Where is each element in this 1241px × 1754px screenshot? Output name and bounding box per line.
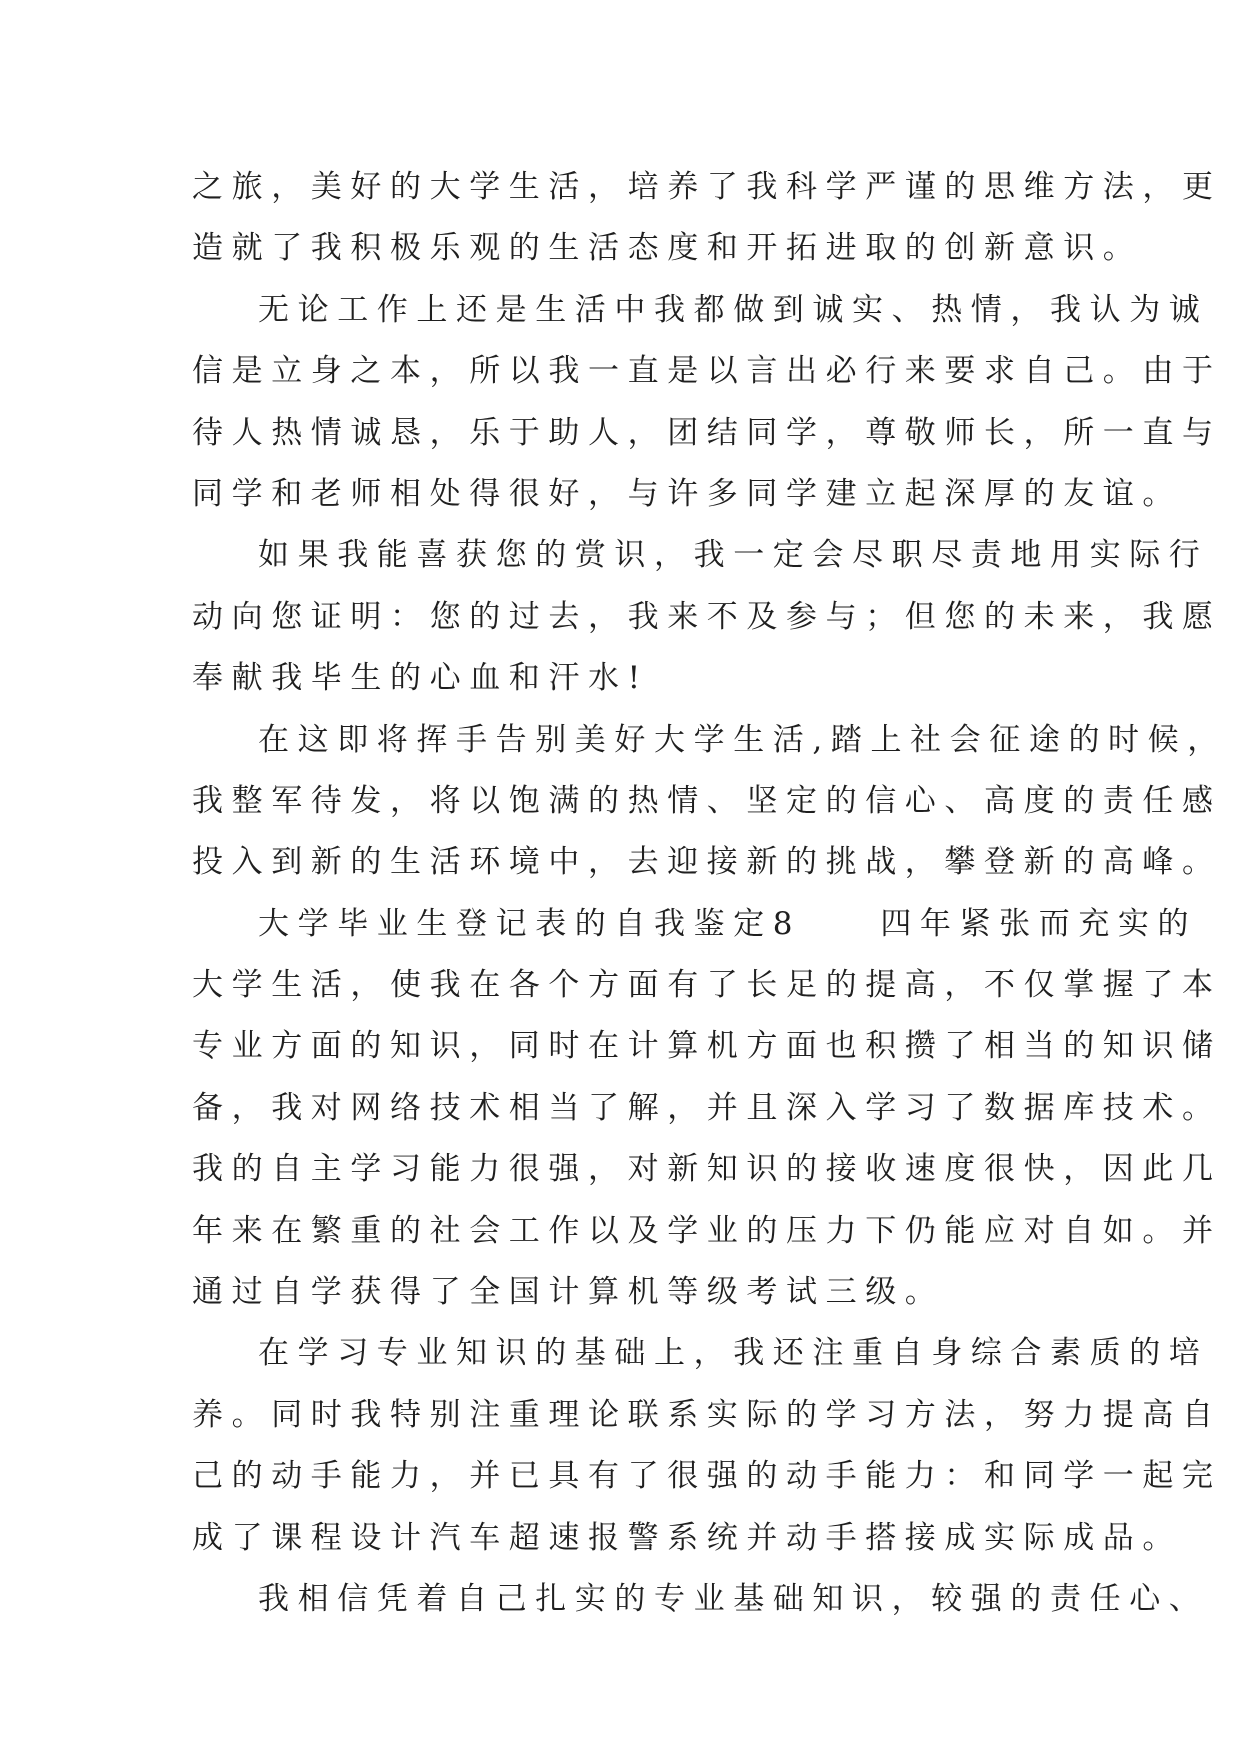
- text-line: 养。同时我特别注重理论联系实际的学习方法，努力提高自: [192, 1396, 1222, 1433]
- paragraph-start-line: 大学毕业生登记表的自我鉴定8 四年紧张而充实的: [258, 905, 1198, 942]
- paragraph-start-line: 我相信凭着自己扎实的专业基础知识，较强的责任心、: [258, 1580, 1209, 1617]
- text-line: 动向您证明：您的过去，我来不及参与；但您的未来，我愿: [192, 598, 1222, 635]
- text-line: 同学和老师相处得很好，与许多同学建立起深厚的友谊。: [192, 475, 1182, 512]
- text-line: 我整军待发，将以饱满的热情、坚定的信心、高度的责任感: [192, 782, 1222, 819]
- text-line: 我的自主学习能力很强，对新知识的接收速度很快，因此几: [192, 1151, 1222, 1188]
- text-line: 大学生活，使我在各个方面有了长足的提高，不仅掌握了本: [192, 967, 1222, 1004]
- paragraph-start-line: 在这即将挥手告别美好大学生活,踏上社会征途的时候，: [258, 721, 1227, 758]
- text-line: 专业方面的知识，同时在计算机方面也积攒了相当的知识储: [192, 1028, 1222, 1065]
- text-line: 备，我对网络技术相当了解，并且深入学习了数据库技术。: [192, 1089, 1222, 1126]
- text-line: 信是立身之本，所以我一直是以言出必行来要求自己。由于: [192, 353, 1222, 390]
- paragraph-start-line: 在学习专业知识的基础上，我还注重自身综合素质的培: [258, 1335, 1209, 1372]
- text-line: 己的动手能力，并已具有了很强的动手能力：和同学一起完: [192, 1458, 1222, 1495]
- paragraph-start-line: 如果我能喜获您的赏识，我一定会尽职尽责地用实际行: [258, 537, 1209, 574]
- text-line: 投入到新的生活环境中，去迎接新的挑战，攀登新的高峰。: [192, 844, 1222, 881]
- text-line: 之旅，美好的大学生活，培养了我科学严谨的思维方法，更: [192, 169, 1222, 205]
- text-line: 通过自学获得了全国计算机等级考试三级。: [192, 1274, 945, 1311]
- text-line: 奉献我毕生的心血和汗水!: [192, 660, 649, 697]
- text-line: 造就了我积极乐观的生活态度和开拓进取的创新意识。: [192, 230, 1143, 267]
- document-body: [192, 157, 1227, 1630]
- text-line: 年来在繁重的社会工作以及学业的压力下仍能应对自如。并: [192, 1212, 1222, 1249]
- paragraph-start-line: 无论工作上还是生活中我都做到诚实、热情，我认为诚: [258, 291, 1209, 328]
- text-line: 成了课程设计汽车超速报警系统并动手搭接成实际成品。: [192, 1519, 1182, 1556]
- text-line: 待人热情诚恳，乐于助人，团结同学，尊敬师长，所一直与: [192, 414, 1222, 451]
